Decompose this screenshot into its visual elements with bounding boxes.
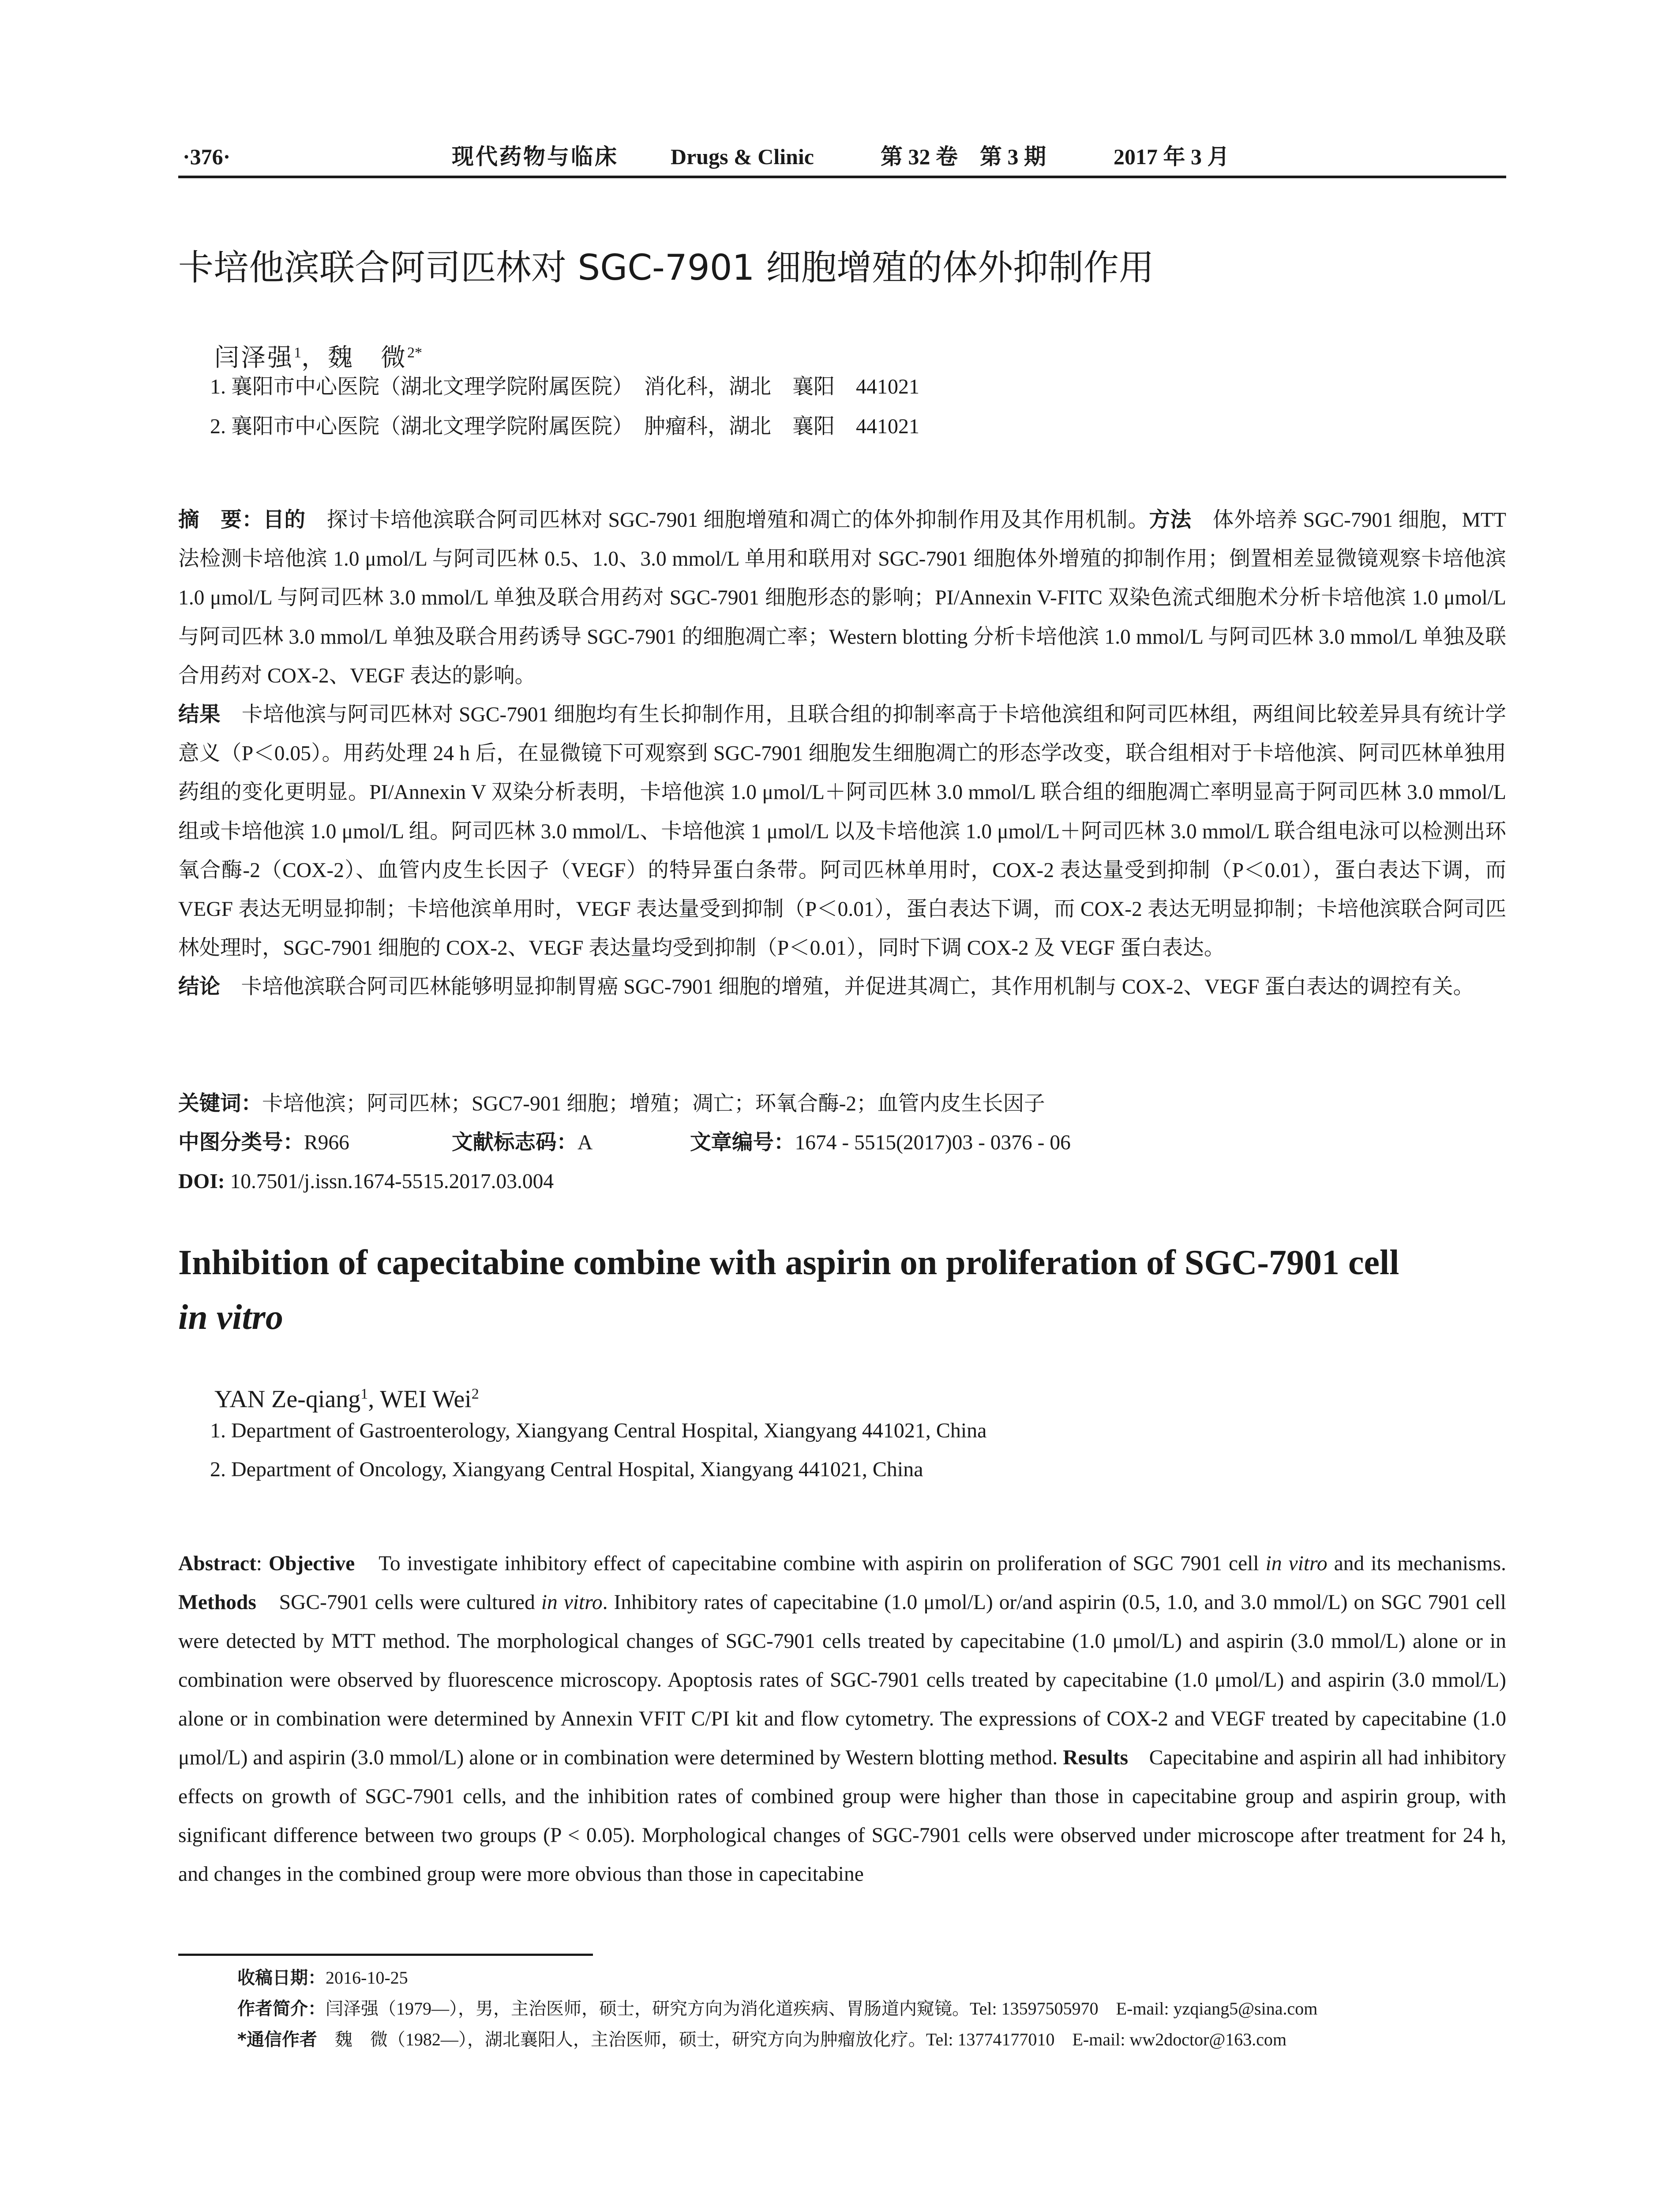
methods-text-cn: 体外培养 SGC-7901 细胞，MTT 法检测卡培他滨 1.0 μmol/L 与阿司匹林 0.5、1.0、3.0 mmol/L 单用和联用对 SGC-7901 细胞体外增殖的抑制作用；倒置相差显微镜观察卡培他滨 1.0 μmol/L 与阿司匹林 3.0 mmol/L 单独及联合用药对 SGC-7901 细胞形态的影响；PI/Annexin V-FITC 双染色流式细胞术分析卡培他滨 1.0 μmol/L 与阿司匹林 3.0 mmol/L 单独及联合用药诱导 SGC-7901 的细胞凋亡率；Western blotting 分析卡培他滨 1.0 mmol/L 与阿司匹林 3.0 mmol/L 单独及联合用药对 COX-2、VEGF 表达的影响。 <box>178 509 1507 687</box>
conclusion-label-cn: 结论 <box>178 975 220 999</box>
abstract-colon-en: : <box>256 1552 269 1575</box>
title-cn: 卡培他滨联合阿司匹林对 SGC-7901 细胞增殖的体外抑制作用 <box>178 247 1154 288</box>
affiliation-1-cn: 1. 襄阳市中心医院（湖北文理学院附属医院） 消化科，湖北 襄阳 441021 <box>210 375 920 398</box>
footnote-author-bio <box>237 1995 1317 2022</box>
author-bio-text: 闫泽强（1979—），男，主治医师，硕士，研究方向为消化道疾病、胃肠道内窥镜。Tel: 13597505970 E-mail: yzqiang5@sina.com <box>326 1999 1318 2018</box>
received-label: 收稿日期： <box>237 1968 326 1988</box>
objective-label-cn: 目的 <box>263 508 306 532</box>
keywords-label-cn: 关键词： <box>178 1092 262 1116</box>
header-rule <box>178 176 1506 178</box>
objective-italic-en: in vitro <box>1265 1552 1328 1575</box>
methods-label-en: Methods <box>178 1591 256 1614</box>
author-separator: ， <box>301 344 328 372</box>
objective-text-en: To investigate inhibitory effect of capecitabine combine with aspirin on proliferation of SGC 7901 cell <box>355 1552 1266 1575</box>
document-code-value: A <box>578 1131 593 1154</box>
objective-text-cn: 探讨卡培他滨联合阿司匹林对 SGC-7901 细胞增殖和凋亡的体外抑制作用及其作用机制。 <box>305 509 1149 532</box>
running-header <box>178 140 1506 173</box>
author-2-cn: 魏 微 <box>328 344 407 372</box>
methods-text-en: SGC-7901 cells were cultured <box>256 1591 541 1614</box>
footnote-corresponding-author <box>237 2026 1286 2053</box>
affiliation-1-en: 1. Department of Gastroenterology, Xiangyang Central Hospital, Xiangyang 441021, China <box>210 1419 987 1442</box>
journal-name-en: Drugs & Clinic <box>671 144 814 169</box>
author-1-cn-affil-mark: 1 <box>294 345 301 361</box>
article-number-label: 文章编号： <box>690 1130 795 1155</box>
author-1-en: YAN Ze-qiang <box>214 1385 361 1413</box>
footnote-received <box>237 1964 408 1992</box>
objective-label-en: Objective <box>269 1552 355 1575</box>
journal-date: 2017 年 3 月 <box>1114 144 1230 169</box>
results-text-en: Capecitabine and aspirin all had inhibitory effects on growth of SGC-7901 cells, and the inhibition rates of combined group were higher than those in capecitabine group and aspirin group, with significant difference between two groups (P < 0.05). Morphological changes of SGC-7901 cells were observed under microscope after treatment for 24 h, and changes in the combined group were more obvious than those in capecitabine <box>178 1746 1506 1886</box>
abstract-label-cn: 摘 要： <box>178 508 263 532</box>
abstract-en <box>178 1544 1506 1894</box>
doi-value: 10.7501/j.issn.1674-5515.2017.03.004 <box>225 1170 554 1193</box>
author-2-en-affil-mark: 2 <box>471 1386 479 1402</box>
authors-cn <box>214 335 422 376</box>
clc-label: 中图分类号： <box>178 1130 304 1155</box>
doi-label: DOI: <box>178 1170 225 1193</box>
results-label-en: Results <box>1063 1746 1129 1769</box>
objective-text-en-2: and its mechanisms. <box>1327 1552 1506 1575</box>
author-2-en: WEI Wei <box>380 1385 472 1413</box>
title-en-main: Inhibition of capecitabine combine with aspirin on proliferation of SGC-7901 cell <box>178 1243 1399 1282</box>
received-date: 2016-10-25 <box>326 1968 408 1988</box>
keywords-text-cn: 卡培他滨；阿司匹林；SGC7-901 细胞；增殖；凋亡；环氧合酶-2；血管内皮生长因子 <box>262 1092 1045 1115</box>
author-separator-en: , <box>368 1385 380 1413</box>
article-number-value: 1674 - 5515(2017)03 - 0376 - 06 <box>795 1131 1071 1154</box>
title-en <box>178 1235 1524 1345</box>
affiliation-2-en: 2. Department of Oncology, Xiangyang Central Hospital, Xiangyang 441021, China <box>210 1458 923 1481</box>
footnote-rule <box>178 1954 593 1956</box>
page-number: ·376· <box>183 144 231 169</box>
author-1-cn: 闫泽强 <box>214 344 294 372</box>
classification-line <box>178 1123 1071 1162</box>
abstract-cn <box>178 501 1506 1007</box>
methods-label-cn: 方法 <box>1149 508 1192 532</box>
corresponding-text: 魏 微（1982—），湖北襄阳人，主治医师，硕士，研究方向为肿瘤放化疗。Tel: 13774177010 E-mail: ww2doctor@163.com <box>317 2030 1287 2049</box>
author-2-cn-affil-mark: 2* <box>407 345 422 361</box>
conclusion-text-cn: 卡培他滨联合阿司匹林能够明显抑制胃癌 SGC-7901 细胞的增殖，并促进其凋亡，其作用机制与 COX-2、VEGF 蛋白表达的调控有关。 <box>220 975 1474 999</box>
author-1-en-affil-mark: 1 <box>360 1386 368 1402</box>
results-label-cn: 结果 <box>178 702 221 727</box>
title-en-italic: in vitro <box>178 1298 283 1337</box>
document-code-label: 文献标志码： <box>452 1130 578 1155</box>
affiliation-2-cn: 2. 襄阳市中心医院（湖北文理学院附属医院） 肿瘤科，湖北 襄阳 441021 <box>210 415 920 438</box>
author-bio-label: 作者简介： <box>237 1999 326 2019</box>
journal-issue: 第 32 卷 第 3 期 <box>881 144 1046 169</box>
corresponding-label: *通信作者 <box>237 2030 317 2050</box>
doi-line <box>178 1162 554 1201</box>
clc-value: R966 <box>304 1131 349 1154</box>
results-text-cn: 卡培他滨与阿司匹林对 SGC-7901 细胞均有生长抑制作用，且联合组的抑制率高于卡培他滨组和阿司匹林组，两组间比较差异具有统计学意义（P＜0.05）。用药处理 24 h 后，在显微镜下可观察到 SGC-7901 细胞发生细胞凋亡的形态学改变，联合组相对于卡培他滨、阿司匹林单独用药组的变化更明显。PI/Annexin V 双染分析表明，卡培他滨 1.0 μmol/L＋阿司匹林 3.0 mmol/L 联合组的细胞凋亡率明显高于阿司匹林 3.0 mmol/L 组或卡培他滨 1.0 μmol/L 组。阿司匹林 3.0 mmol/L、卡培他滨 1 μmol/L 以及卡培他滨 1.0 μmol/L＋阿司匹林 3.0 mmol/L 联合组电泳可以检测出环氧合酶-2（COX-2）、血管内皮生长因子（VEGF）的特异蛋白条带。阿司匹林单用时，COX-2 表达量受到抑制（P＜0.01），蛋白表达下调，而 VEGF 表达无明显抑制；卡培他滨单用时，VEGF 表达量受到抑制（P＜0.01），蛋白表达下调，而 COX-2 表达无明显抑制；卡培他滨联合阿司匹林处理时，SGC-7901 细胞的 COX-2、VEGF 表达量均受到抑制（P＜0.01），同时下调 COX-2 及 VEGF 蛋白表达。 <box>178 703 1506 960</box>
abstract-label-en: Abstract <box>178 1552 256 1575</box>
authors-en <box>214 1377 479 1417</box>
journal-name-cn: 现代药物与临床 <box>452 144 619 169</box>
keywords-cn <box>178 1084 1045 1123</box>
methods-italic-en: in vitro <box>541 1591 603 1614</box>
methods-text-en-2: . Inhibitory rates of capecitabine (1.0 μmol/L) or/and aspirin (0.5, 1.0, and 3.0 mmol/L) on SGC 7901 cell were detected by MTT method. The morphological changes of SGC-7901 cells treated by capecitabine (1.0 μmol/L) and aspirin (3.0 mmol/L) alone or in combination were observed by fluorescence microscopy. Apoptosis rates of SGC-7901 cells treated by capecitabine (1.0 μmol/L) and aspirin (3.0 mmol/L) alone or in combination were determined by Annexin VFIT C/PI kit and flow cytometry. The expressions of COX-2 and VEGF treated by capecitabine (1.0 μmol/L) and aspirin (3.0 mmol/L) alone or in combination were determined by Western blotting method. <box>178 1591 1506 1769</box>
